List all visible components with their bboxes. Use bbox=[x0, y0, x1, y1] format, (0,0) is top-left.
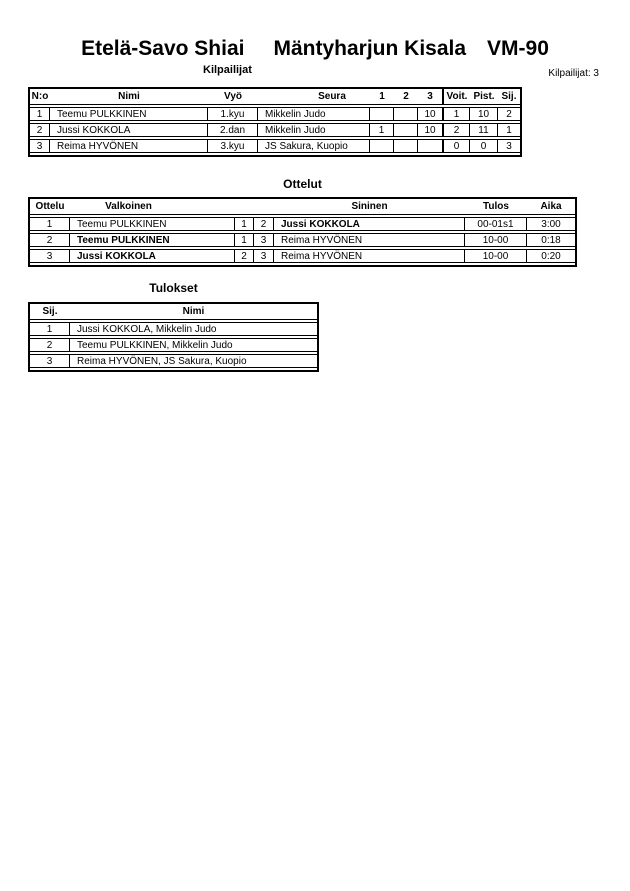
cell-tulos: 00-01s1 bbox=[465, 218, 527, 230]
cell-sij: 3 bbox=[30, 355, 70, 367]
cell-valkoinen: Jussi KOKKOLA bbox=[70, 250, 235, 262]
header-round-3: 3 bbox=[427, 91, 433, 102]
cell-tulos: 10-00 bbox=[465, 250, 527, 262]
cell-match-no: 1 bbox=[30, 218, 70, 230]
header-seura: Seura bbox=[318, 91, 346, 102]
tulokset-table bbox=[28, 302, 319, 372]
cell-vyo: 1.kyu bbox=[208, 108, 258, 120]
cell-nimi: Teemu PULKKINEN, Mikkelin Judo bbox=[77, 339, 233, 351]
cell-vyo: 3.kyu bbox=[208, 140, 258, 152]
event-name: Etelä-Savo Shiai bbox=[81, 37, 245, 60]
cell-aika: 0:20 bbox=[541, 250, 561, 262]
header-num-spacer bbox=[235, 199, 274, 214]
table-row bbox=[30, 217, 575, 231]
cell-nimi: Reima HYVÖNEN bbox=[50, 140, 208, 152]
table-row bbox=[30, 107, 520, 121]
cell-sininen: Reima HYVÖNEN bbox=[274, 234, 465, 246]
header-sininen: Sininen bbox=[351, 201, 388, 212]
cell-round-2 bbox=[394, 124, 418, 136]
table-row bbox=[30, 354, 317, 368]
tulokset-header-row bbox=[30, 304, 317, 320]
cell-match-no: 3 bbox=[30, 250, 70, 262]
cell-voit: 1 bbox=[442, 108, 470, 120]
cell-sij: 2 bbox=[30, 339, 70, 351]
header-voit: Voit. bbox=[442, 89, 470, 104]
cell-no: 1 bbox=[30, 108, 50, 120]
header-round-2: 2 bbox=[403, 91, 409, 102]
cell-aika: 0:18 bbox=[541, 234, 561, 246]
header-tulos: Tulos bbox=[483, 201, 509, 212]
cell-tulos: 10-00 bbox=[465, 234, 527, 246]
kilpailijat-table bbox=[28, 87, 522, 157]
event-location: Mäntyharjun Kisala bbox=[273, 37, 467, 60]
cell-round-2 bbox=[394, 108, 418, 120]
subtitle-row bbox=[0, 61, 630, 85]
weight-class: VM-90 bbox=[487, 37, 549, 60]
table-row bbox=[30, 322, 317, 336]
cell-round-3 bbox=[418, 140, 442, 152]
cell-nimi: Reima HYVÖNEN, JS Sakura, Kuopio bbox=[77, 355, 247, 367]
ottelut-table bbox=[28, 197, 577, 267]
section-title-kilpailijat: Kilpailijat bbox=[203, 64, 252, 76]
cell-vyo: 2.dan bbox=[208, 124, 258, 136]
header-nimi: Nimi bbox=[118, 91, 140, 102]
cell-pist: 11 bbox=[470, 124, 498, 136]
cell-nimi: Jussi KOKKOLA bbox=[50, 124, 208, 136]
cell-seura: Mikkelin Judo bbox=[258, 124, 370, 136]
cell-seura: JS Sakura, Kuopio bbox=[258, 140, 370, 152]
section-title-ottelut: Ottelut bbox=[283, 177, 322, 191]
cell-sininen-no: 3 bbox=[254, 234, 274, 246]
cell-voit: 0 bbox=[442, 140, 470, 152]
cell-pist: 10 bbox=[470, 108, 498, 120]
cell-valkoinen-no: 1 bbox=[235, 218, 254, 230]
cell-round-3: 10 bbox=[424, 108, 436, 120]
table-row bbox=[30, 249, 575, 263]
kilpailijat-header-row bbox=[30, 89, 520, 105]
cell-valkoinen-no: 1 bbox=[235, 234, 254, 246]
cell-nimi: Teemu PULKKINEN bbox=[50, 108, 208, 120]
page-title bbox=[0, 0, 630, 61]
table-row bbox=[30, 233, 575, 247]
header-nimi: Nimi bbox=[182, 306, 205, 317]
cell-pist: 0 bbox=[470, 140, 498, 152]
cell-sij: 3 bbox=[506, 140, 512, 152]
competitor-count-label: Kilpailijat: 3 bbox=[548, 68, 599, 79]
header-aika: Aika bbox=[540, 201, 562, 212]
header-round-1: 1 bbox=[379, 91, 385, 102]
table-row bbox=[30, 139, 520, 153]
header-vyo: Vyö bbox=[224, 91, 242, 102]
cell-valkoinen: Teemu PULKKINEN bbox=[70, 234, 235, 246]
header-sij: Sij. bbox=[42, 306, 58, 317]
table-row bbox=[30, 123, 520, 137]
cell-sininen: Jussi KOKKOLA bbox=[274, 218, 465, 230]
ottelut-header-row bbox=[30, 199, 575, 215]
header-sij: Sij. bbox=[501, 91, 517, 102]
cell-sij: 1 bbox=[30, 323, 70, 335]
header-valkoinen: Valkoinen bbox=[105, 201, 152, 212]
cell-round-1 bbox=[370, 140, 394, 152]
table-row bbox=[30, 338, 317, 352]
cell-aika: 3:00 bbox=[541, 218, 561, 230]
cell-no: 3 bbox=[30, 140, 50, 152]
section-title-tulokset: Tulokset bbox=[149, 281, 198, 295]
cell-valkoinen: Teemu PULKKINEN bbox=[70, 218, 235, 230]
cell-no: 2 bbox=[30, 124, 50, 136]
cell-match-no: 2 bbox=[30, 234, 70, 246]
cell-valkoinen-no: 2 bbox=[235, 250, 254, 262]
cell-seura: Mikkelin Judo bbox=[258, 108, 370, 120]
cell-sininen-no: 2 bbox=[254, 218, 274, 230]
cell-round-1 bbox=[370, 108, 394, 120]
cell-round-1: 1 bbox=[370, 124, 394, 136]
cell-sij: 1 bbox=[506, 124, 512, 136]
header-pist: Pist. bbox=[473, 91, 495, 102]
cell-round-3: 10 bbox=[424, 124, 436, 136]
header-ottelu: Ottelu bbox=[35, 201, 65, 212]
cell-nimi: Jussi KOKKOLA, Mikkelin Judo bbox=[77, 323, 217, 335]
cell-sininen-no: 3 bbox=[254, 250, 274, 262]
cell-round-2 bbox=[394, 140, 418, 152]
cell-voit: 2 bbox=[442, 124, 470, 136]
cell-sininen: Reima HYVÖNEN bbox=[274, 250, 465, 262]
cell-sij: 2 bbox=[506, 108, 512, 120]
header-no: N:o bbox=[31, 91, 49, 102]
